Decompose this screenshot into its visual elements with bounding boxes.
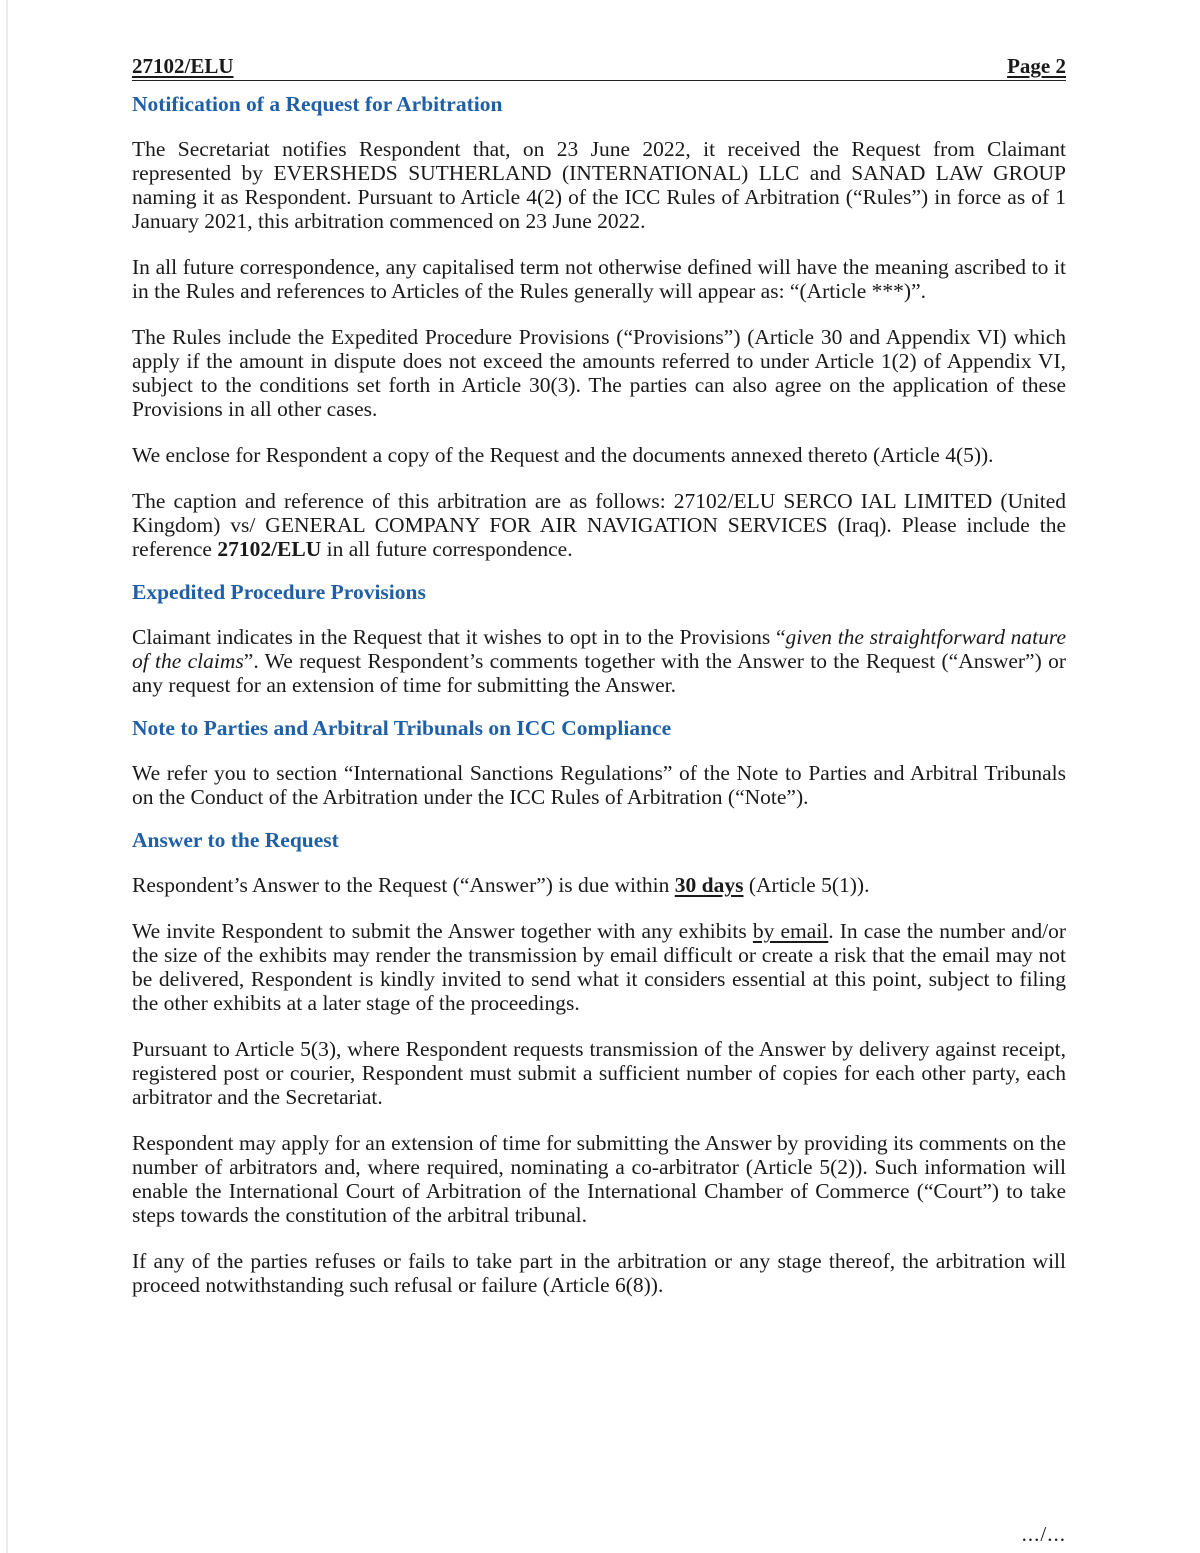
answer-due-text-end: (Article 5(1)).	[743, 873, 870, 897]
continuation-mark: .../...	[1021, 1522, 1066, 1546]
paragraph-enclosure: We enclose for Respondent a copy of the Request and the documents annexed thereto (Article 4(5)).	[132, 443, 994, 467]
opt-in-text: Claimant indicates in the Request that it wishes to opt in to the Provisions “	[132, 625, 786, 649]
page-number: Page 2	[1007, 54, 1066, 78]
submit-email-text: We invite Respondent to submit the Answer together with any exhibits	[132, 919, 753, 943]
heading-icc-compliance: Note to Parties and Arbitral Tribunals on ICC Compliance	[132, 716, 672, 740]
caption-reference: 27102/ELU	[217, 537, 322, 561]
caption-text-end: in all future correspondence.	[321, 537, 573, 561]
paragraph-answer-due	[132, 873, 1066, 897]
paragraph-caption	[132, 489, 1066, 561]
opt-in-quote: given the straightforward nature of the claims	[132, 625, 1066, 673]
paragraph-default: If any of the parties refuses or fails to take part in the arbitration or any stage thereof, the arbitration will proceed notwithstanding such refusal or failure (Article 6(8)).	[132, 1249, 1066, 1297]
answer-due-text: Respondent’s Answer to the Request (“Answer”) is due within	[132, 873, 675, 897]
page-content	[132, 54, 1066, 1297]
heading-notification: Notification of a Request for Arbitration	[132, 92, 503, 116]
paragraph-opt-in	[132, 625, 1066, 697]
caption-text: The caption and reference of this arbitration are as follows: 27102/ELU SERCO IAL LIMITED (United Kingdom) vs/ GENERAL COMPANY FOR AIR NAVIGATION SERVICES (Iraq). Please include the reference	[132, 489, 1066, 561]
submit-email-text-end: . In case the number and/or the size of the exhibits may render the transmission by email difficult or create a risk that the email may not be delivered, Respondent is kindly invited to send what it considers essential at this point, subject to filing the other exhibits at a later stage of the proceedings.	[132, 919, 1066, 1015]
heading-expedited-procedure: Expedited Procedure Provisions	[132, 580, 426, 604]
paragraph-submit-email	[132, 919, 1066, 1015]
paragraph-notification: The Secretariat notifies Respondent that, on 23 June 2022, it received the Request from Claimant represented by EVERSHEDS SUTHERLAND (INTERNATIONAL) LLC and SANAD LAW GROUP naming it as Respondent. Pursuant to Article 4(2) of the ICC Rules of Arbitration (“Rules”) in force as of 1 January 2021, this arbitration commenced on 23 June 2022.	[132, 137, 1066, 233]
page-header	[132, 54, 1066, 81]
paragraph-transmission: Pursuant to Article 5(3), where Respondent requests transmission of the Answer by delivery against receipt, registered post or courier, Respondent must submit a sufficient number of copies for each other party, each arbitrator and the Secretariat.	[132, 1037, 1066, 1109]
paragraph-capitalised-terms: In all future correspondence, any capitalised term not otherwise defined will have the meaning ascribed to it in the Rules and references to Articles of the Rules generally will appear as: “(Article ***)”.	[132, 255, 1066, 303]
paragraph-extension: Respondent may apply for an extension of time for submitting the Answer by providing its comments on the number of arbitrators and, where required, nominating a co-arbitrator (Article 5(2)). Such information will enable the International Court of Arbitration of the International Chamber of Commerce (“Court”) to take steps towards the constitution of the arbitral tribunal.	[132, 1131, 1066, 1227]
heading-answer: Answer to the Request	[132, 828, 339, 852]
opt-in-text-end: ”. We request Respondent’s comments together with the Answer to the Request (“Answer”) or any request for an extension of time for submitting the Answer.	[132, 649, 1066, 697]
by-email-emphasis: by email	[752, 919, 829, 943]
paragraph-sanctions: We refer you to section “International Sanctions Regulations” of the Note to Parties and Arbitral Tribunals on the Conduct of the Arbitration under the ICC Rules of Arbitration (“Note”).	[132, 761, 1066, 809]
paragraph-expedited-rules: The Rules include the Expedited Procedure Provisions (“Provisions”) (Article 30 and Appendix VI) which apply if the amount in dispute does not exceed the amounts referred to under Article 1(2) of Appendix VI, subject to the conditions set forth in Article 30(3). The parties can also agree on the application of these Provisions in all other cases.	[132, 325, 1066, 421]
case-reference: 27102/ELU	[132, 54, 234, 78]
answer-due-days: 30 days	[674, 873, 744, 897]
